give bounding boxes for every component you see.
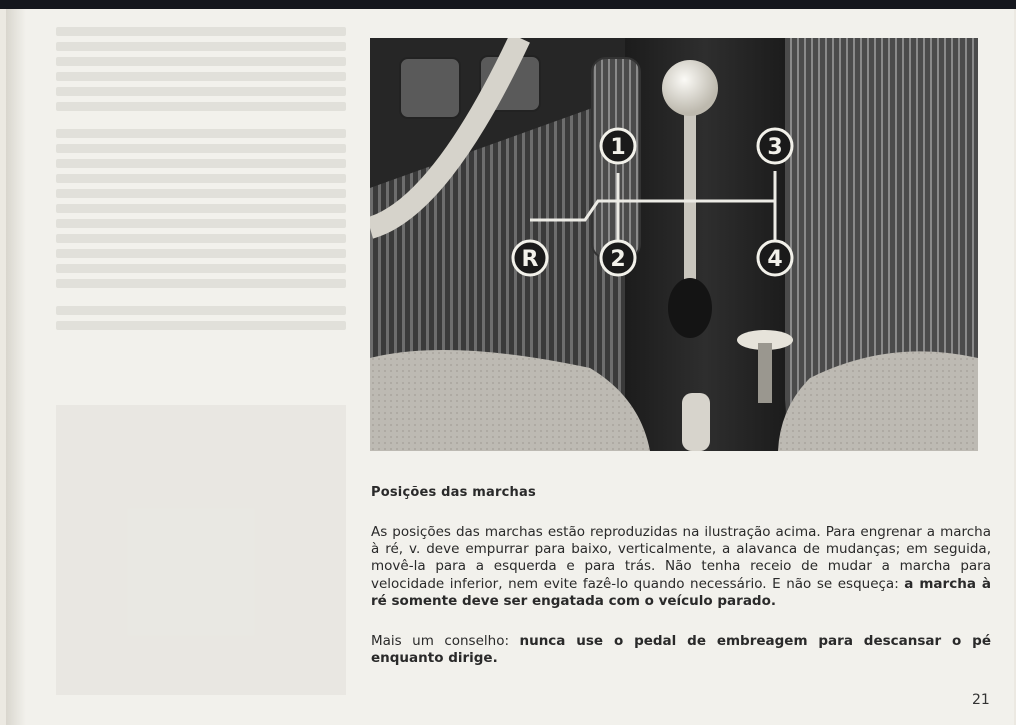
gear-knob [662,60,718,116]
show-through-text [56,27,346,357]
scan-top-edge [0,0,1016,9]
gear-shift-illustration [370,38,978,451]
gear-r-label: R [521,247,539,272]
gear-lever-boot [668,278,712,338]
paragraph-1-bold: a marcha à ré somente deve ser engatada com o veículo parado. [371,575,991,609]
gear-2-marker [601,241,635,275]
gear-3-marker [758,129,792,163]
brake-pedal [400,58,460,118]
gear-4-marker [758,241,792,275]
paragraph-gear-positions [371,524,991,610]
show-through-image [56,405,346,695]
paragraph-2-bold: nunca use o pedal de embreagem para descansar o pé enquanto dirige. [371,633,991,667]
gear-1-marker [601,129,635,163]
handbrake-lever [682,393,710,451]
gear-1-label: 1 [610,135,626,160]
paragraph-1-text: As posições das marchas estão reproduzidas na ilustração acima. Para engrenar a marcha à ré, v. deve empurrar para baixo, verticalmente, a alavanca de mudanças; em seguida, movê-la para a esquerda e para trás. Não tenha receio de mudar a marcha para velocidade inferior, nem evite fazê-lo quando necessário. E não se esqueça: [371,524,991,592]
gear-r-marker [513,241,547,275]
page-fold-shadow [6,9,26,725]
page-number: 21 [972,692,990,708]
paragraph-advice [371,633,991,667]
paragraph-2-text: Mais um conselho: [371,633,520,649]
gear-4-label: 4 [767,247,783,272]
gear-2-label: 2 [610,247,626,272]
gear-3-label: 3 [767,135,783,160]
figure-caption: Posições das marchas [371,485,536,500]
gear-shift-photo [370,38,978,451]
